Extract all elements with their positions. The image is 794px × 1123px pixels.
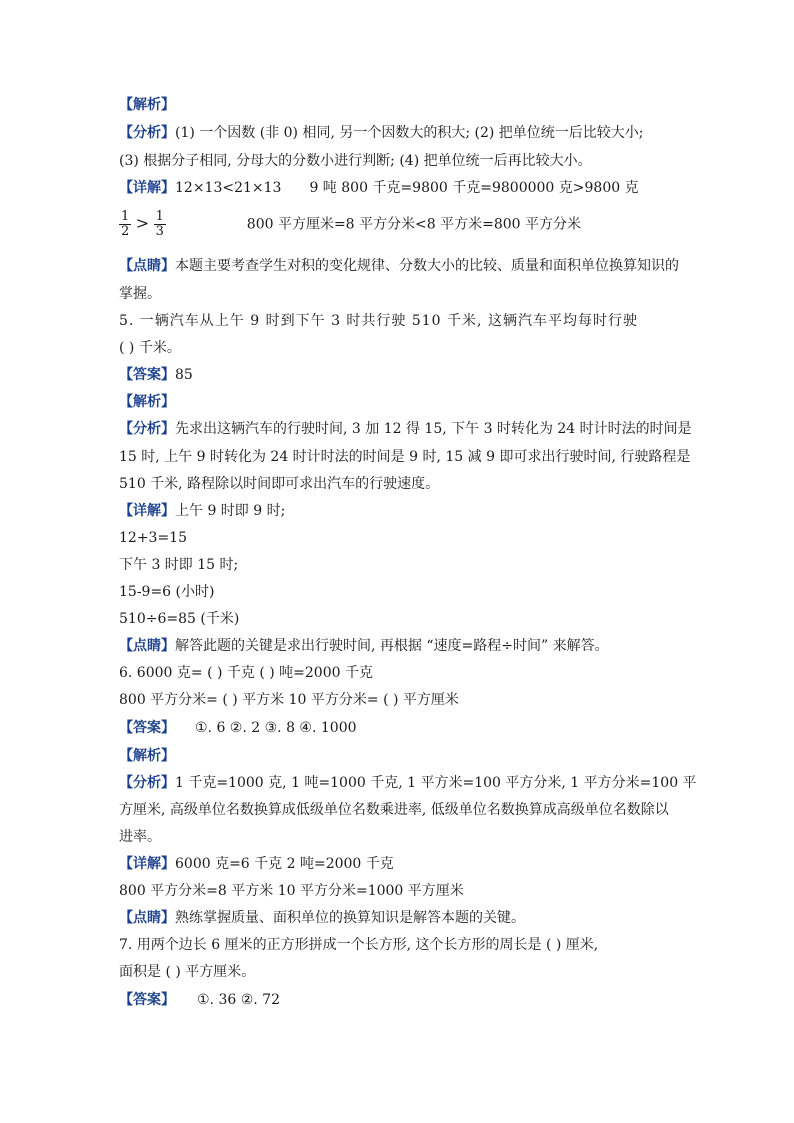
q7-question-line-2: 面积是 ( ) 平方厘米。: [119, 964, 256, 980]
q5-question-line-2: ( ) 千米。: [119, 340, 181, 356]
q7-answers: 【答案】 ①. 36 ②. 72: [119, 992, 280, 1008]
q5-dianjing: 【点睛】解答此题的关键是求出行驶时间, 再根据 “速度=路程÷时间” 来解答。: [119, 638, 609, 654]
q5-fenxi-line-2: 15 时, 上午 9 时转化为 24 时计时法的时间是 9 时, 15 减 9 即可求出行驶时间, 行驶路程是: [119, 449, 691, 465]
fraction-one-third: $\frac{1}{3}$: [155, 209, 164, 239]
q5-fenxi-line-3: 510 千米, 路程除以时间即可求出汽车的行驶速度。: [119, 476, 440, 492]
fraction-one-half: $\frac{1}{2}$: [121, 209, 130, 239]
area-compare-text: 800 平方厘米=8 平方分米<8 平方米=800 平方分米: [246, 216, 582, 233]
analysis-fenxi-line-2: (3) 根据分子相同, 分母大的分数小进行判断; (4) 把单位统一后再比较大小。: [119, 153, 592, 169]
dianjing-line-2: 掌握。: [119, 286, 161, 302]
q6-question-line-2: 800 平方分米= ( ) 平方米 10 平方分米= ( ) 平方厘米: [119, 692, 459, 708]
q5-analysis-heading: 【解析】: [119, 394, 175, 410]
q6-fenxi-line-3: 进率。: [119, 829, 161, 845]
q5-answer: 【答案】85: [119, 367, 193, 383]
q5-step-2: 下午 3 时即 15 时;: [119, 557, 239, 573]
q5-question-line-1: 5. 一辆汽车从上午 9 时到下午 3 时共行驶 510 千米, 这辆汽车平均每时行驶: [119, 313, 638, 329]
analysis-fenxi-line-1: 【分析】(1) 一个因数 (非 0) 相同, 另一个因数大的积大; (2) 把单位统一后比较大小;: [119, 125, 644, 141]
q6-fenxi-line-1: 【分析】1 千克=1000 克, 1 吨=1000 千克, 1 平方米=100 平方分米, 1 平方分米=100 平: [119, 775, 697, 791]
q5-step-1: 12+3=15: [119, 530, 187, 546]
q7-question-line-1: 7. 用两个边长 6 厘米的正方形拼成一个长方形, 这个长方形的周长是 ( ) 厘米,: [119, 937, 599, 953]
dianjing-line-1: 【点睛】本题主要考查学生对积的变化规律、分数大小的比较、质量和面积单位换算知识的: [119, 258, 679, 274]
q6-answers: 【答案】 ①. 6 ②. 2 ③. 8 ④. 1000: [119, 720, 357, 736]
analysis-heading: 【解析】: [119, 97, 175, 113]
q5-fenxi-line-1: 【分析】先求出这辆汽车的行驶时间, 3 加 12 得 15, 下午 3 时转化为 24 时计时法的时间是: [119, 421, 692, 437]
q6-analysis-heading: 【解析】: [119, 748, 175, 764]
q6-question-line-1: 6. 6000 克= ( ) 千克 ( ) 吨=2000 千克: [119, 665, 373, 681]
xiangjie-line-1: 【详解】12×13<21×13 9 吨 800 千克=9800 千克=9800000 克>9800 克: [119, 180, 639, 196]
q5-step-3: 15-9=6 (小时): [119, 584, 215, 600]
q6-fenxi-line-2: 方厘米, 高级单位名数换算成低级单位名数乘进率, 低级单位名数换算成高级单位名数除以: [119, 802, 669, 818]
fraction-compare-line: $\frac{1}{2}$ > $\frac{1}{3}$ 800 平方厘米=8 平方分米<8 平方米=800 平方分米: [121, 209, 582, 239]
q5-xiangjie-line: 【详解】上午 9 时即 9 时;: [119, 503, 286, 519]
q5-step-4: 510÷6=85 (千米): [119, 611, 240, 627]
q6-xiangjie-line-1: 【详解】6000 克=6 千克 2 吨=2000 千克: [119, 856, 394, 872]
q6-dianjing: 【点睛】熟练掌握质量、面积单位的换算知识是解答本题的关键。: [119, 910, 525, 926]
q6-xiangjie-line-2: 800 平方分米=8 平方米 10 平方分米=1000 平方厘米: [119, 883, 464, 899]
